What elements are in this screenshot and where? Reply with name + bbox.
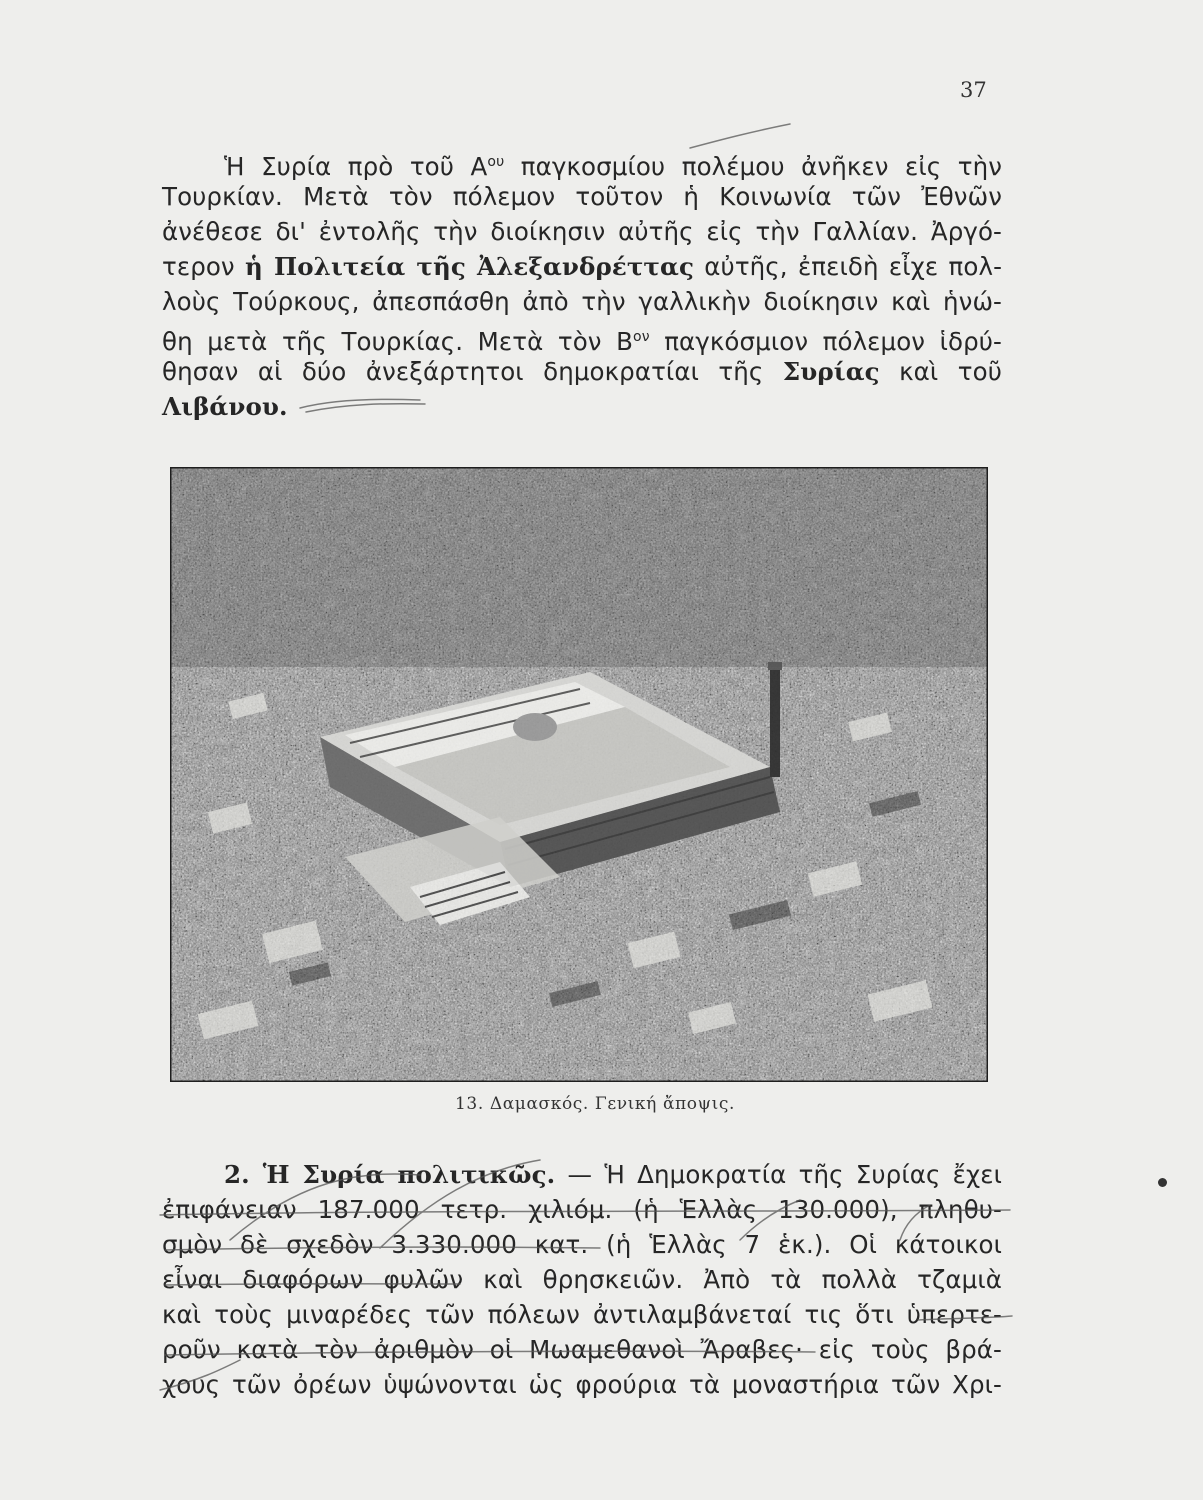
text-span: αὐτῆς, ἐπειδὴ εἶχε πολ- (694, 252, 1003, 281)
text-line: ἀνέθεσε δι' ἐντολῆς τὴν διοίκησιν αὐτῆς εἰς τὴν Γαλλίαν. Ἀργό- (162, 217, 1002, 246)
bold-term-alexandretta: ἡ Πολιτεία τῆς Ἀλεξανδρέττας (245, 252, 694, 281)
text-line (162, 390, 1002, 424)
text-span: θη μετὰ τῆς Τουρκίας. Μετὰ τὸν Β (162, 327, 634, 356)
text-line (162, 250, 1002, 284)
bold-term-lebanon: Λιβάνου. (162, 392, 288, 421)
text-span: καὶ τοῦ (879, 357, 1002, 386)
text-line: ροῦν κατὰ τὸν ἀριθμὸν οἱ Μωαμεθανοὶ Ἄραβες· εἰς τοὺς βρά- (162, 1335, 1002, 1364)
text-line: σμὸν δὲ σχεδὸν 3.330.000 κατ. (ἡ Ἑλλὰς 7 ἑκ.). Οἱ κάτοικοι (162, 1230, 1002, 1259)
section-heading-line (162, 1158, 1002, 1192)
figure-caption: 13. Δαμασκός. Γενική ἄποψις. (455, 1094, 735, 1114)
text-line (162, 355, 1002, 389)
text-line (162, 145, 1002, 184)
damascus-aerial-photo (170, 467, 988, 1082)
bold-term-syria: Συρίας (782, 357, 880, 386)
text-line: λοὺς Τούρκους, ἀπεσπάσθη ἀπὸ τὴν γαλλικὴν διοίκησιν καὶ ἡνώ- (162, 287, 1002, 316)
text-line: Τουρκίαν. Μετὰ τὸν πόλεμον τοῦτον ἡ Κοινωνία τῶν Ἐθνῶν (162, 182, 1002, 211)
text-span: παγκοσμίου πολέμου ἀνῆκεν εἰς τὴν (504, 152, 1002, 181)
text-line: καὶ τοὺς μιναρέδες τῶν πόλεων ἀντιλαμβάνεταί τις ὅτι ὑπερτε- (162, 1300, 1002, 1329)
ink-dot (1158, 1178, 1167, 1187)
text-line (162, 320, 1002, 359)
superscript: ον (633, 329, 650, 345)
text-line: εἶναι διαφόρων φυλῶν καὶ θρησκειῶν. Ἀπὸ τὰ πολλὰ τζαμιὰ (162, 1265, 1002, 1294)
text-span: τερον (162, 252, 246, 281)
text-span: — Ἡ Δημοκρατία τῆς Συρίας ἔχει (555, 1160, 1003, 1189)
text-span: θησαν αἱ δύο ἀνεξάρτητοι δημοκρατίαι τῆς (162, 357, 783, 386)
text-span: Ἡ Συρία πρὸ τοῦ Α (224, 152, 488, 181)
section-heading: 2. Ἡ Συρία πολιτικῶς. (224, 1160, 556, 1189)
text-line: χους τῶν ὀρέων ὑψώνονται ὡς φρούρια τὰ μοναστήρια τῶν Χρι- (162, 1370, 1002, 1399)
text-line: ἐπιφάνειαν 187.000 τετρ. χιλιόμ. (ἡ Ἑλλὰς 130.000), πληθυ- (162, 1195, 1002, 1224)
page-number: 37 (960, 78, 987, 102)
superscript: ου (487, 154, 505, 170)
text-span: παγκόσμιον πόλεμον ἱδρύ- (649, 327, 1002, 356)
